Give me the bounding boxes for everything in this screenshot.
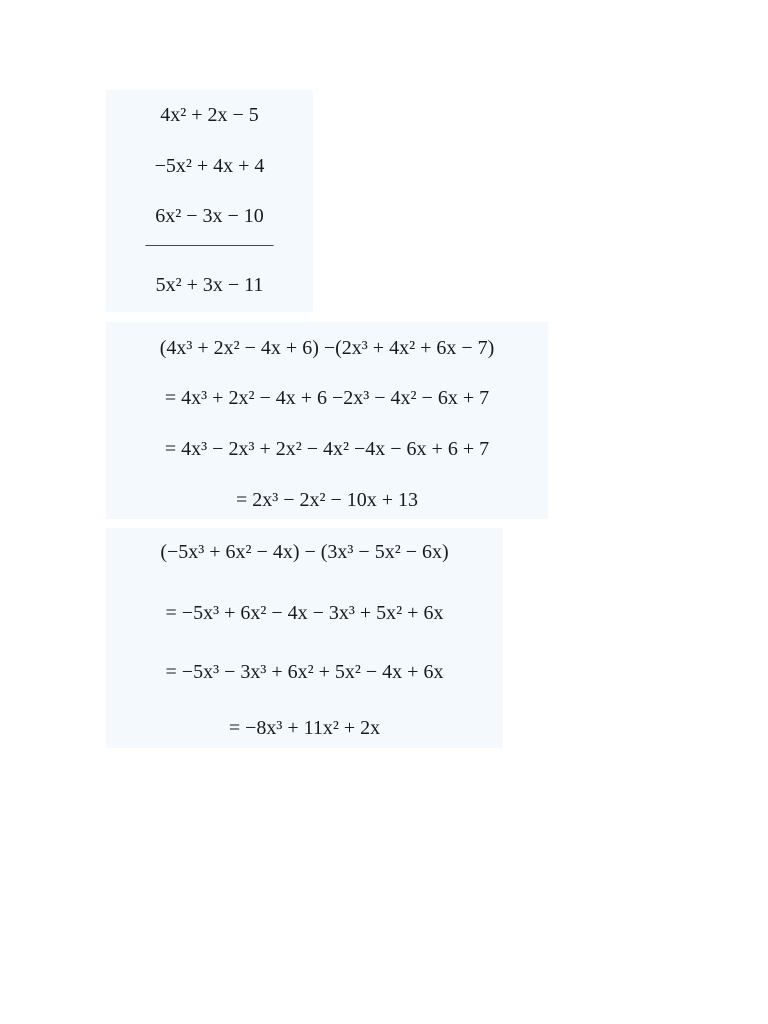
addend-row-1: 4x² + 2x − 5 — [160, 104, 259, 126]
polynomial-subtraction-block-2 — [106, 528, 503, 748]
addend-row-2: −5x² + 4x + 4 — [154, 155, 265, 177]
sum-row: 5x² + 3x − 11 — [155, 274, 264, 296]
polynomial-subtraction-block-1 — [106, 322, 548, 519]
result-line: = −8x³ + 11x² + 2x — [228, 717, 381, 739]
addend-row-3: 6x² − 3x − 10 — [155, 205, 264, 227]
step-line: = 4x³ − 2x³ + 2x² − 4x² −4x − 6x + 6 + 7 — [164, 438, 490, 460]
step-line: = −5x³ + 6x² − 4x − 3x³ + 5x² + 6x — [165, 602, 444, 624]
polynomial-addition-block — [106, 90, 313, 312]
expression-line: (−5x³ + 6x² − 4x) − (3x³ − 5x² − 6x) — [160, 541, 449, 563]
sum-divider: ________________ — [145, 231, 274, 248]
step-line: = 4x³ + 2x² − 4x + 6 −2x³ − 4x² − 6x + 7 — [164, 387, 490, 409]
expression-line: (4x³ + 2x² − 4x + 6) −(2x³ + 4x² + 6x − 7) — [159, 337, 495, 359]
step-line: = −5x³ − 3x³ + 6x² + 5x² − 4x + 6x — [165, 661, 444, 683]
result-line: = 2x³ − 2x² − 10x + 13 — [235, 489, 419, 511]
